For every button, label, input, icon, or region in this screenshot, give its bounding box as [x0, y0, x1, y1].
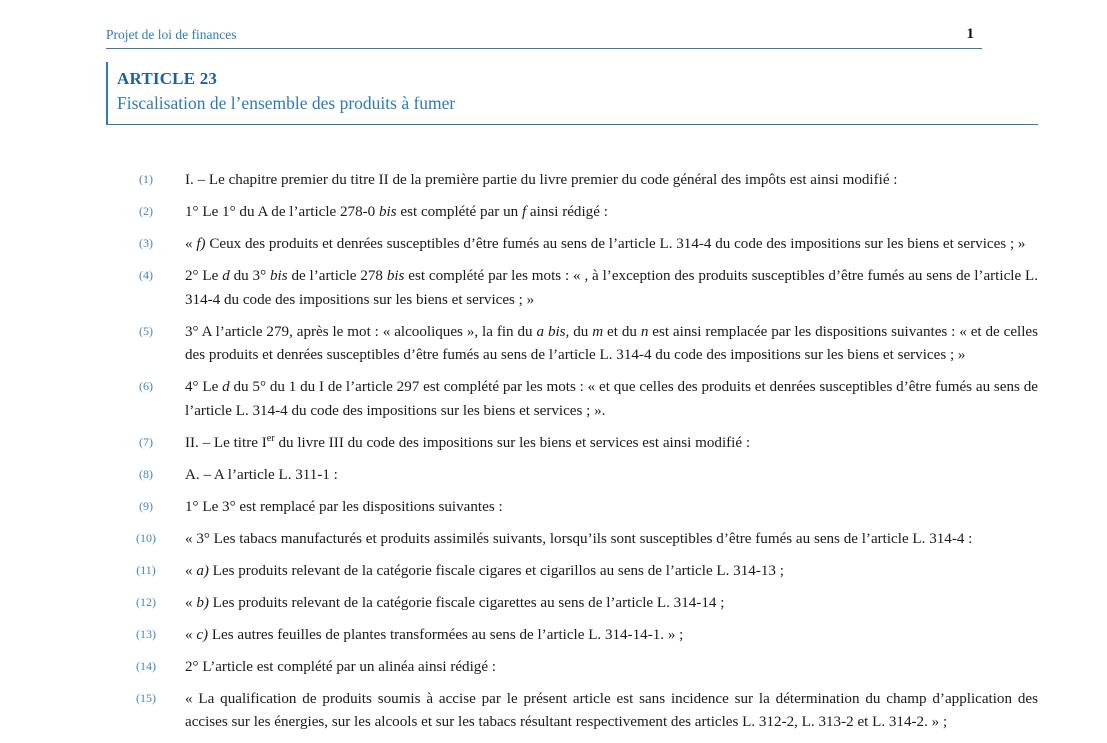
- paragraph-text: I. – Le chapitre premier du titre II de la première partie du livre premier du code général des impôts est ainsi modifié :: [185, 172, 898, 188]
- paragraph-text: 1° Le 3° est remplacé par les dispositions suivantes :: [185, 498, 503, 515]
- document-body: [0, 169, 1107, 743]
- paragraph-number: (5): [139, 323, 153, 338]
- page-number: 1: [966, 26, 974, 42]
- paragraph-number: (3): [139, 236, 153, 250]
- paragraph-text: A. – A l’article L. 311-1 :: [185, 466, 338, 483]
- paragraph-row: [0, 528, 1107, 552]
- paragraph-number: (11): [136, 562, 156, 577]
- paragraph-text: 2° Le d du 3° bis de l’article 278 bis est complété par les mots : « , à l’exception des produits susceptibles d’être fumés au sens de l’article L. 314-4 du code des impositions sur les biens et services ; »: [185, 268, 1038, 308]
- paragraph-text: « c) Les autres feuilles de plantes transformées au sens de l’article L. 314-14-1. » ;: [185, 626, 684, 643]
- paragraph-row: [0, 169, 1107, 193]
- paragraph-row: [0, 656, 1107, 680]
- paragraph-text: 3° A l’article 279, après le mot : « alcooliques », la fin du a bis, du m et du n est ainsi remplacée par les dispositions suivantes : « et de celles des produits et denrées susceptibles d’être fumés au sens de l’article L. 314-4 du code des impositions sur les biens et services ; »: [185, 323, 1038, 363]
- paragraph-text: « b) Les produits relevant de la catégorie fiscale cigarettes au sens de l’article L. 314-14 ;: [185, 594, 725, 611]
- paragraph-number: (1): [139, 172, 153, 186]
- paragraph-text: 2° L’article est complété par un alinéa ainsi rédigé :: [185, 658, 497, 675]
- paragraph-number: (6): [139, 379, 153, 393]
- running-head: [106, 26, 982, 49]
- running-head-title: Projet de loi de finances: [106, 27, 237, 42]
- paragraph-text: 1° Le 1° du A de l’article 278-0 bis est complété par un f ainsi rédigé :: [185, 204, 608, 220]
- paragraph-number: (4): [139, 268, 153, 282]
- article-subtitle: Fiscalisation de l’ensemble des produits à fumer: [117, 93, 456, 113]
- paragraph-row: [0, 688, 1107, 735]
- paragraph-row: [0, 496, 1107, 520]
- paragraph-number: (7): [139, 434, 153, 449]
- paragraph-number: (13): [136, 626, 156, 641]
- paragraph-number: (14): [136, 658, 156, 673]
- paragraph-row: [0, 432, 1107, 456]
- paragraph-number: (10): [136, 530, 156, 545]
- paragraph-row: [0, 592, 1107, 616]
- article-title-block: [106, 62, 1038, 125]
- paragraph-row: [0, 464, 1107, 488]
- paragraph-number: (8): [139, 466, 153, 481]
- paragraph-row: [0, 321, 1107, 368]
- paragraph-text: 4° Le d du 5° du 1 du I de l’article 297 est complété par les mots : « et que celles des produits et denrées susceptibles d’être fumés au sens de l’article L. 314-4 du code des impositions sur les biens et services ; ».: [185, 379, 1038, 419]
- paragraph-text: « a) Les produits relevant de la catégorie fiscale cigares et cigarillos au sens de l’article L. 314-13 ;: [185, 562, 784, 579]
- article-number: ARTICLE 23: [117, 69, 218, 88]
- paragraph-row: [0, 624, 1107, 648]
- paragraph-row: [0, 233, 1107, 257]
- paragraph-row: [0, 560, 1107, 584]
- paragraph-number: (2): [139, 204, 153, 218]
- paragraph-row: [0, 376, 1107, 423]
- paragraph-row: [0, 201, 1107, 225]
- paragraph-number: (9): [139, 498, 153, 513]
- paragraph-text: « La qualification de produits soumis à accise par le présent article est sans incidence sur la détermination du champ d’application des accises sur les énergies, sur les alcools et sur les tabacs résultant respectivement des articles L. 312-2, L. 313-2 et L. 314-2. » ;: [185, 690, 1038, 730]
- paragraph-number: (12): [136, 594, 156, 609]
- paragraph-row: [0, 265, 1107, 312]
- paragraph-text: « 3° Les tabacs manufacturés et produits assimilés suivants, lorsqu’ils sont susceptibles d’être fumés au sens de l’article L. 314-4 :: [185, 530, 973, 547]
- paragraph-text: II. – Le titre Ier du livre III du code des impositions sur les biens et services est ainsi modifié :: [185, 432, 751, 451]
- paragraph-text: « f) Ceux des produits et denrées susceptibles d’être fumés au sens de l’article L. 314-4 du code des impositions sur les biens et services ; »: [185, 236, 1026, 252]
- paragraph-number: (15): [136, 690, 156, 705]
